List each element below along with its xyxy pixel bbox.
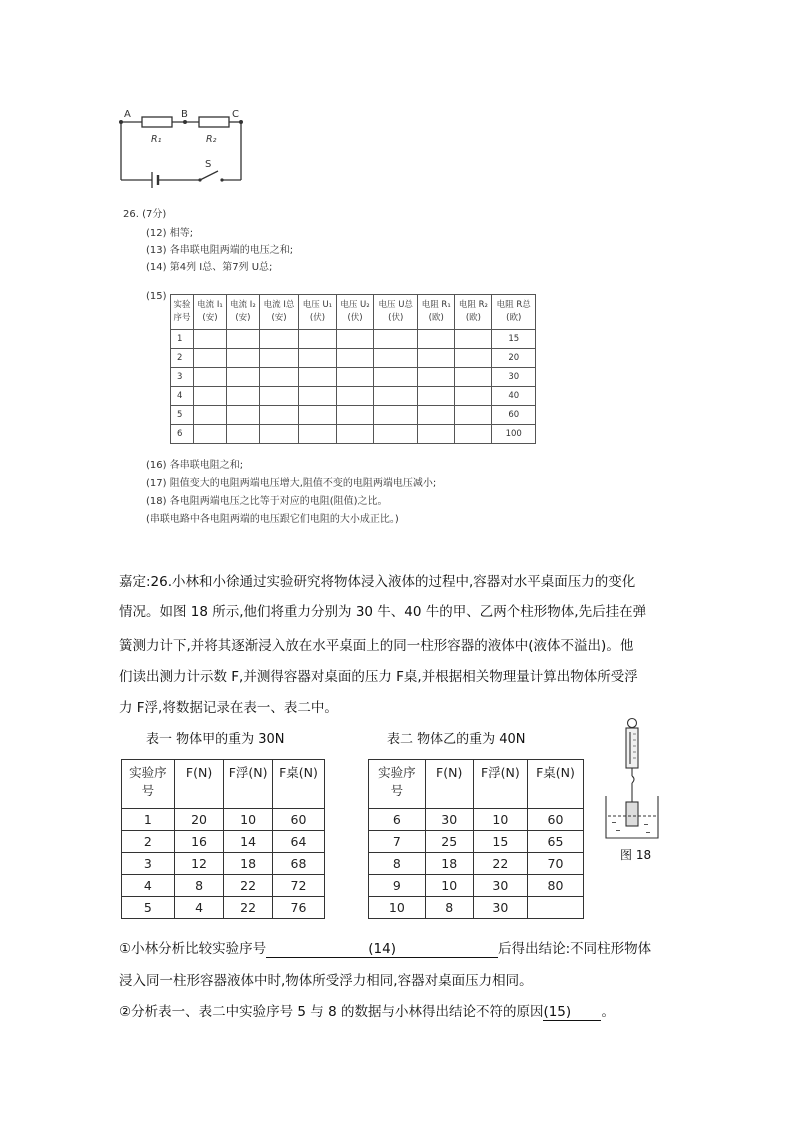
circuit-label-r2: R₂ xyxy=(206,134,217,145)
table1-header-cell: F(N) xyxy=(174,760,224,809)
table15-header-cell xyxy=(226,295,259,330)
answer-12: (12) 相等; xyxy=(146,228,194,239)
answer-15-table xyxy=(170,294,536,444)
table1-header-cell: F浮(N) xyxy=(224,760,273,809)
answer-16: (16) 各串联电阻之和; xyxy=(146,460,244,471)
table2-cell: 80 xyxy=(527,875,583,897)
table15-cell xyxy=(259,368,298,387)
circuit-label-b: B xyxy=(181,109,188,120)
table15-header-line2: (欧) xyxy=(465,313,481,323)
problem-line-3: 簧测力计下,并将其逐渐浸入放在水平桌面上的同一柱形容器的液体中(液体不溢出)。他 xyxy=(119,638,634,654)
table1-cell: 3 xyxy=(122,853,175,875)
table2-cell: 8 xyxy=(425,897,473,919)
table15-cell xyxy=(374,349,418,368)
problem-line-5: 力 F浮,将数据记录在表一、表二中。 xyxy=(119,700,338,716)
table15-header-line1: 实验 xyxy=(173,300,191,310)
problem-line-4: 们读出测力计示数 F,并测得容器对桌面的压力 F桌,并根据相关物理量计算出物体所受浮 xyxy=(119,669,638,685)
problem-line-2: 情况。如图 18 所示,他们将重力分别为 30 牛、40 牛的甲、乙两个柱形物体,先后挂在弹 xyxy=(119,604,647,620)
table2-cell: 60 xyxy=(527,809,583,831)
table15-cell xyxy=(299,387,337,406)
question-1-answer-blank[interactable]: (14) xyxy=(266,941,498,958)
table2-cell: 6 xyxy=(369,809,426,831)
table2-cell: 30 xyxy=(473,875,527,897)
question-2-suffix: 。 xyxy=(601,1004,615,1020)
table1-header-row xyxy=(122,760,325,809)
table1-cell: 76 xyxy=(272,897,324,919)
table15-header-line1: 电压 U₂ xyxy=(340,300,370,310)
circuit-label-r1: R₁ xyxy=(151,134,162,145)
table1-cell: 20 xyxy=(174,809,224,831)
answer-18-note: (串联电路中各电阻两端的电压跟它们电阻的大小成正比。) xyxy=(146,514,399,525)
table1-cell: 10 xyxy=(224,809,273,831)
table2-row xyxy=(369,875,584,897)
question-2 xyxy=(119,1000,615,1021)
table2-cell: 22 xyxy=(473,853,527,875)
table2-cell: 18 xyxy=(425,853,473,875)
table1 xyxy=(121,759,325,919)
table2-cell: 10 xyxy=(473,809,527,831)
table1-cell: 60 xyxy=(272,809,324,831)
figure-18-caption: 图 18 xyxy=(620,848,652,862)
question-1-suffix: 后得出结论:不同柱形物体 xyxy=(498,941,652,957)
table2-cell: 25 xyxy=(425,831,473,853)
table15-header-line1: 电流 I₂ xyxy=(230,300,256,310)
table1-row xyxy=(122,831,325,853)
table1-cell: 64 xyxy=(272,831,324,853)
table15-header-cell xyxy=(259,295,298,330)
table15-row xyxy=(171,425,536,444)
table1-header-cell: 实验序号 xyxy=(122,760,175,809)
table15-cell xyxy=(299,425,337,444)
table15-header-line1: 电压 U₁ xyxy=(302,300,333,310)
table2-header-row xyxy=(369,760,584,809)
table15-row xyxy=(171,387,536,406)
table15-header-cell xyxy=(374,295,418,330)
table2-header-cell: 实验序号 xyxy=(369,760,426,809)
table2-header-cell: F浮(N) xyxy=(473,760,527,809)
table1-cell: 4 xyxy=(122,875,175,897)
table15-header-line2: (安) xyxy=(202,313,218,323)
table2-row xyxy=(369,897,584,919)
table15-cell xyxy=(418,368,455,387)
table15-header-cell xyxy=(299,295,337,330)
table15-cell xyxy=(455,406,492,425)
table15-cell xyxy=(455,368,492,387)
table1-cell: 8 xyxy=(174,875,224,897)
answer-17: (17) 阻值变大的电阻两端电压增大,阻值不变的电阻两端电压减小; xyxy=(146,478,437,489)
table1-row xyxy=(122,897,325,919)
table15-header-line1: 电压 U总 xyxy=(378,300,413,310)
table2-header-cell: F(N) xyxy=(425,760,473,809)
table15-cell xyxy=(299,330,337,349)
table15-header-cell xyxy=(455,295,492,330)
table15-cell: 40 xyxy=(492,387,536,406)
table15-cell: 60 xyxy=(492,406,536,425)
table15-cell xyxy=(259,387,298,406)
table15-header-line1: 电流 I总 xyxy=(263,300,295,310)
answer-13: (13) 各串联电阻两端的电压之和; xyxy=(146,245,294,256)
table1-cell: 1 xyxy=(122,809,175,831)
table1-row xyxy=(122,875,325,897)
table2-cell: 7 xyxy=(369,831,426,853)
table2-row xyxy=(369,831,584,853)
answer-18: (18) 各电阻两端电压之比等于对应的电阻(阻值)之比。 xyxy=(146,496,388,507)
table15-cell: 15 xyxy=(492,330,536,349)
table2 xyxy=(368,759,584,919)
table15-header-cell xyxy=(336,295,374,330)
figure-18-spring-scale xyxy=(600,716,664,844)
table15-cell xyxy=(418,349,455,368)
table1-cell: 16 xyxy=(174,831,224,853)
table15-row xyxy=(171,406,536,425)
table15-cell xyxy=(194,387,227,406)
table15-header-line1: 电阻 R₂ xyxy=(458,300,488,310)
table15-cell xyxy=(336,425,374,444)
table15-cell xyxy=(194,425,227,444)
table2-cell: 30 xyxy=(473,897,527,919)
table15-cell: 100 xyxy=(492,425,536,444)
table15-header-line1: 电流 I₁ xyxy=(197,300,223,310)
table15-cell xyxy=(226,406,259,425)
table2-cell: 70 xyxy=(527,853,583,875)
table1-cell: 18 xyxy=(224,853,273,875)
table1-caption: 表一 物体甲的重为 30N xyxy=(146,732,285,747)
table1-header-cell: F桌(N) xyxy=(272,760,324,809)
table15-cell xyxy=(455,425,492,444)
question-2-prefix: ②分析表一、表二中实验序号 5 与 8 的数据与小林得出结论不符的原因 xyxy=(119,1004,544,1020)
table1-cell: 14 xyxy=(224,831,273,853)
table15-cell xyxy=(299,349,337,368)
table15-cell: 20 xyxy=(492,349,536,368)
table15-cell: 1 xyxy=(171,330,194,349)
table15-header-cell xyxy=(418,295,455,330)
table15-cell xyxy=(194,406,227,425)
table1-cell: 22 xyxy=(224,875,273,897)
table15-cell xyxy=(418,425,455,444)
table15-cell xyxy=(299,368,337,387)
table15-cell xyxy=(336,406,374,425)
question-1-prefix: ①小林分析比较实验序号 xyxy=(119,941,267,957)
table1-cell: 22 xyxy=(224,897,273,919)
table2-cell: 8 xyxy=(369,853,426,875)
table2-cell: 9 xyxy=(369,875,426,897)
table1-cell: 68 xyxy=(272,853,324,875)
table15-cell: 2 xyxy=(171,349,194,368)
table2-cell: 30 xyxy=(425,809,473,831)
table15-cell xyxy=(336,349,374,368)
table15-cell xyxy=(374,425,418,444)
table15-cell xyxy=(226,368,259,387)
table15-header-line2: (欧) xyxy=(428,313,444,323)
table15-header-line2: (伏) xyxy=(388,313,404,323)
table15-cell xyxy=(418,387,455,406)
table15-header-line1: 电阻 R总 xyxy=(496,300,531,310)
table15-cell xyxy=(259,330,298,349)
table15-cell xyxy=(418,330,455,349)
table15-row xyxy=(171,368,536,387)
table1-row xyxy=(122,809,325,831)
table2-cell xyxy=(527,897,583,919)
table2-cell: 65 xyxy=(527,831,583,853)
table15-cell: 30 xyxy=(492,368,536,387)
table15-cell xyxy=(455,330,492,349)
table15-header-cell xyxy=(492,295,536,330)
table15-cell xyxy=(194,349,227,368)
table15-cell: 4 xyxy=(171,387,194,406)
table15-cell: 6 xyxy=(171,425,194,444)
table15-cell xyxy=(259,406,298,425)
table15-row xyxy=(171,330,536,349)
table15-header-cell xyxy=(194,295,227,330)
table2-header-cell: F桌(N) xyxy=(527,760,583,809)
table15-cell xyxy=(418,406,455,425)
table2-cell: 10 xyxy=(425,875,473,897)
table2-cell: 15 xyxy=(473,831,527,853)
table15-header-line2: (伏) xyxy=(347,313,363,323)
table2-caption: 表二 物体乙的重为 40N xyxy=(387,732,526,747)
question-1 xyxy=(119,937,651,958)
table15-cell xyxy=(226,425,259,444)
table15-cell xyxy=(194,330,227,349)
table15-row xyxy=(171,349,536,368)
table1-cell: 2 xyxy=(122,831,175,853)
circuit-label-s: S xyxy=(205,159,212,170)
table1-cell: 12 xyxy=(174,853,224,875)
table1-cell: 72 xyxy=(272,875,324,897)
table15-header-line2: (安) xyxy=(271,313,287,323)
table15-cell xyxy=(455,349,492,368)
table2-cell: 10 xyxy=(369,897,426,919)
table15-cell xyxy=(259,349,298,368)
table15-header-line2: (伏) xyxy=(309,313,326,323)
answer-14: (14) 第4列 I总、第7列 U总; xyxy=(146,262,273,273)
table15-header-line1: 电阻 R₁ xyxy=(421,300,451,310)
question-1-line-2: 浸入同一柱形容器液体中时,物体所受浮力相同,容器对桌面压力相同。 xyxy=(119,973,533,989)
table15-cell xyxy=(374,368,418,387)
table15-cell xyxy=(374,330,418,349)
answer-15-label: (15) xyxy=(146,291,167,302)
table1-cell: 4 xyxy=(174,897,224,919)
table15-cell xyxy=(455,387,492,406)
table15-header-line2: 序号 xyxy=(173,313,191,323)
table15-cell xyxy=(259,425,298,444)
question-2-answer-blank[interactable]: (15) xyxy=(543,1004,601,1021)
table15-header-line2: (安) xyxy=(235,313,251,323)
table15-cell xyxy=(299,406,337,425)
table15-cell: 3 xyxy=(171,368,194,387)
table15-header-cell xyxy=(171,295,194,330)
table15-cell xyxy=(336,330,374,349)
table15-header-line2: (欧) xyxy=(506,313,522,323)
table15-cell xyxy=(374,406,418,425)
table15-cell xyxy=(226,349,259,368)
table15-cell xyxy=(336,368,374,387)
table15-cell xyxy=(194,368,227,387)
table1-row xyxy=(122,853,325,875)
table15-cell xyxy=(374,387,418,406)
table2-row xyxy=(369,809,584,831)
table1-cell: 5 xyxy=(122,897,175,919)
circuit-label-a: A xyxy=(124,109,131,120)
circuit-label-c: C xyxy=(232,109,239,120)
table15-cell xyxy=(226,330,259,349)
problem-line-1: 嘉定:26.小林和小徐通过实验研究将物体浸入液体的过程中,容器对水平桌面压力的变化 xyxy=(119,574,636,590)
table15-cell xyxy=(226,387,259,406)
table15-cell: 5 xyxy=(171,406,194,425)
table2-row xyxy=(369,853,584,875)
answer-26-title: 26. (7分) xyxy=(123,209,167,220)
table15-cell xyxy=(336,387,374,406)
